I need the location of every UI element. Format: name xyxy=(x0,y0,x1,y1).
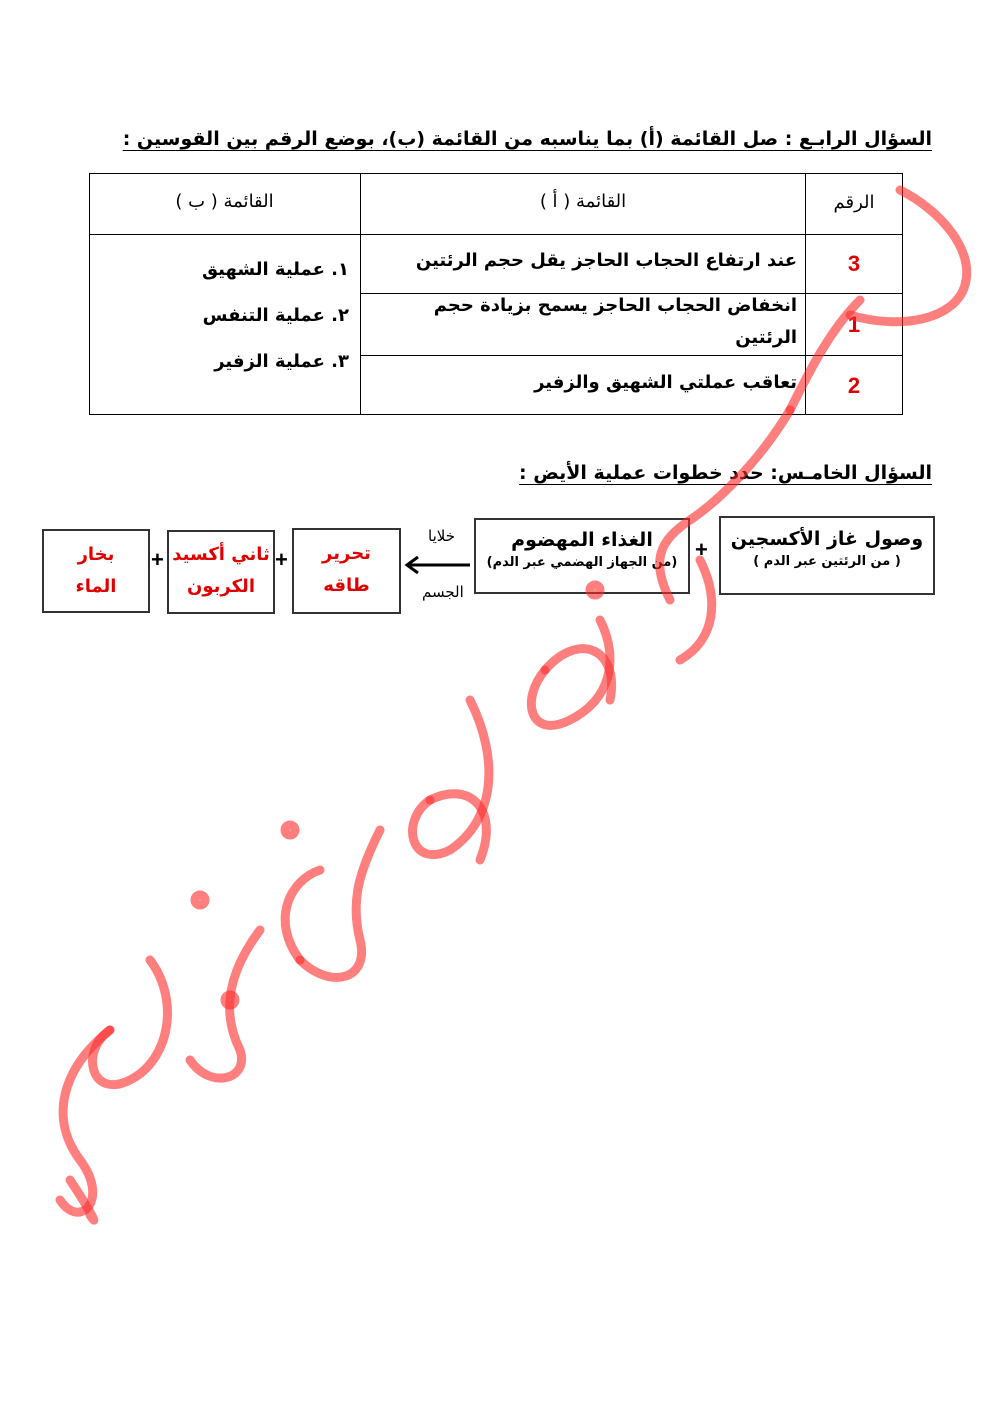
header-list-a: القائمة ( أ ) xyxy=(539,191,627,212)
row-3-number: 2 xyxy=(847,373,861,398)
co2-box-line2: الكربون xyxy=(186,576,255,597)
row-2-number: 1 xyxy=(847,312,861,337)
oxygen-box-subtitle: ( من الرئتين عبر الدم ) xyxy=(753,554,901,569)
q4-title: السؤال الرابـع : صل القائمة (أ) بما يناسبه من القائمة (ب)، بوضع الرقم بين القوسين : xyxy=(122,128,932,150)
plus-sign-3: + xyxy=(151,547,164,572)
table-border-bottom xyxy=(89,414,903,415)
energy-box-line1: تحرير xyxy=(322,543,371,564)
arrow-label-cells: خلايا xyxy=(428,527,455,545)
table-border-top xyxy=(89,173,903,174)
matching-table xyxy=(89,173,903,415)
food-box-subtitle: (من الجهاز الهضمي عبر الدم) xyxy=(486,555,678,570)
arrow-left-icon xyxy=(402,555,472,575)
arrow-label-body: الجسم xyxy=(422,583,464,601)
list-b-item-3: ٣. عملية الزفير xyxy=(214,351,349,372)
plus-sign-1: + xyxy=(695,537,708,562)
oxygen-box xyxy=(719,516,935,595)
row-3-text-a: تعاقب عملتي الشهيق والزفير xyxy=(534,372,797,393)
water-vapor-box-line1: بخار xyxy=(77,544,115,565)
row-separator-1 xyxy=(360,293,903,294)
food-box-title: الغذاء المهضوم xyxy=(511,529,653,551)
row-1-text-a: عند ارتفاع الحجاب الحاجز يقل حجم الرئتين xyxy=(415,250,797,271)
header-separator xyxy=(89,234,903,235)
water-vapor-box-line2: الماء xyxy=(75,576,117,597)
header-number: الرقم xyxy=(833,192,875,213)
energy-box-line2: طاقه xyxy=(323,575,370,596)
header-list-b: القائمة ( ب ) xyxy=(175,191,274,212)
plus-sign-2: + xyxy=(275,547,288,572)
energy-box xyxy=(292,528,401,614)
co2-box-line1: ثاني أكسيد xyxy=(172,544,270,565)
co2-box xyxy=(167,530,275,614)
row-2-text-a-line1: انخفاض الحجاب الحاجز يسمح بزيادة حجم xyxy=(433,295,797,316)
list-b-item-2: ٢. عملية التنفس xyxy=(202,305,349,326)
q5-title: السؤال الخامـس: حدد خطوات عملية الأيض : xyxy=(519,462,932,484)
oxygen-box-title: وصول غاز الأكسجين xyxy=(730,528,924,550)
row-1-number: 3 xyxy=(847,251,861,276)
row-separator-2 xyxy=(360,355,903,356)
row-2-text-a-line2: الرئتين xyxy=(735,327,797,348)
list-b-item-1: ١. عملية الشهيق xyxy=(201,259,349,280)
food-box xyxy=(474,518,690,594)
water-vapor-box xyxy=(42,529,150,613)
